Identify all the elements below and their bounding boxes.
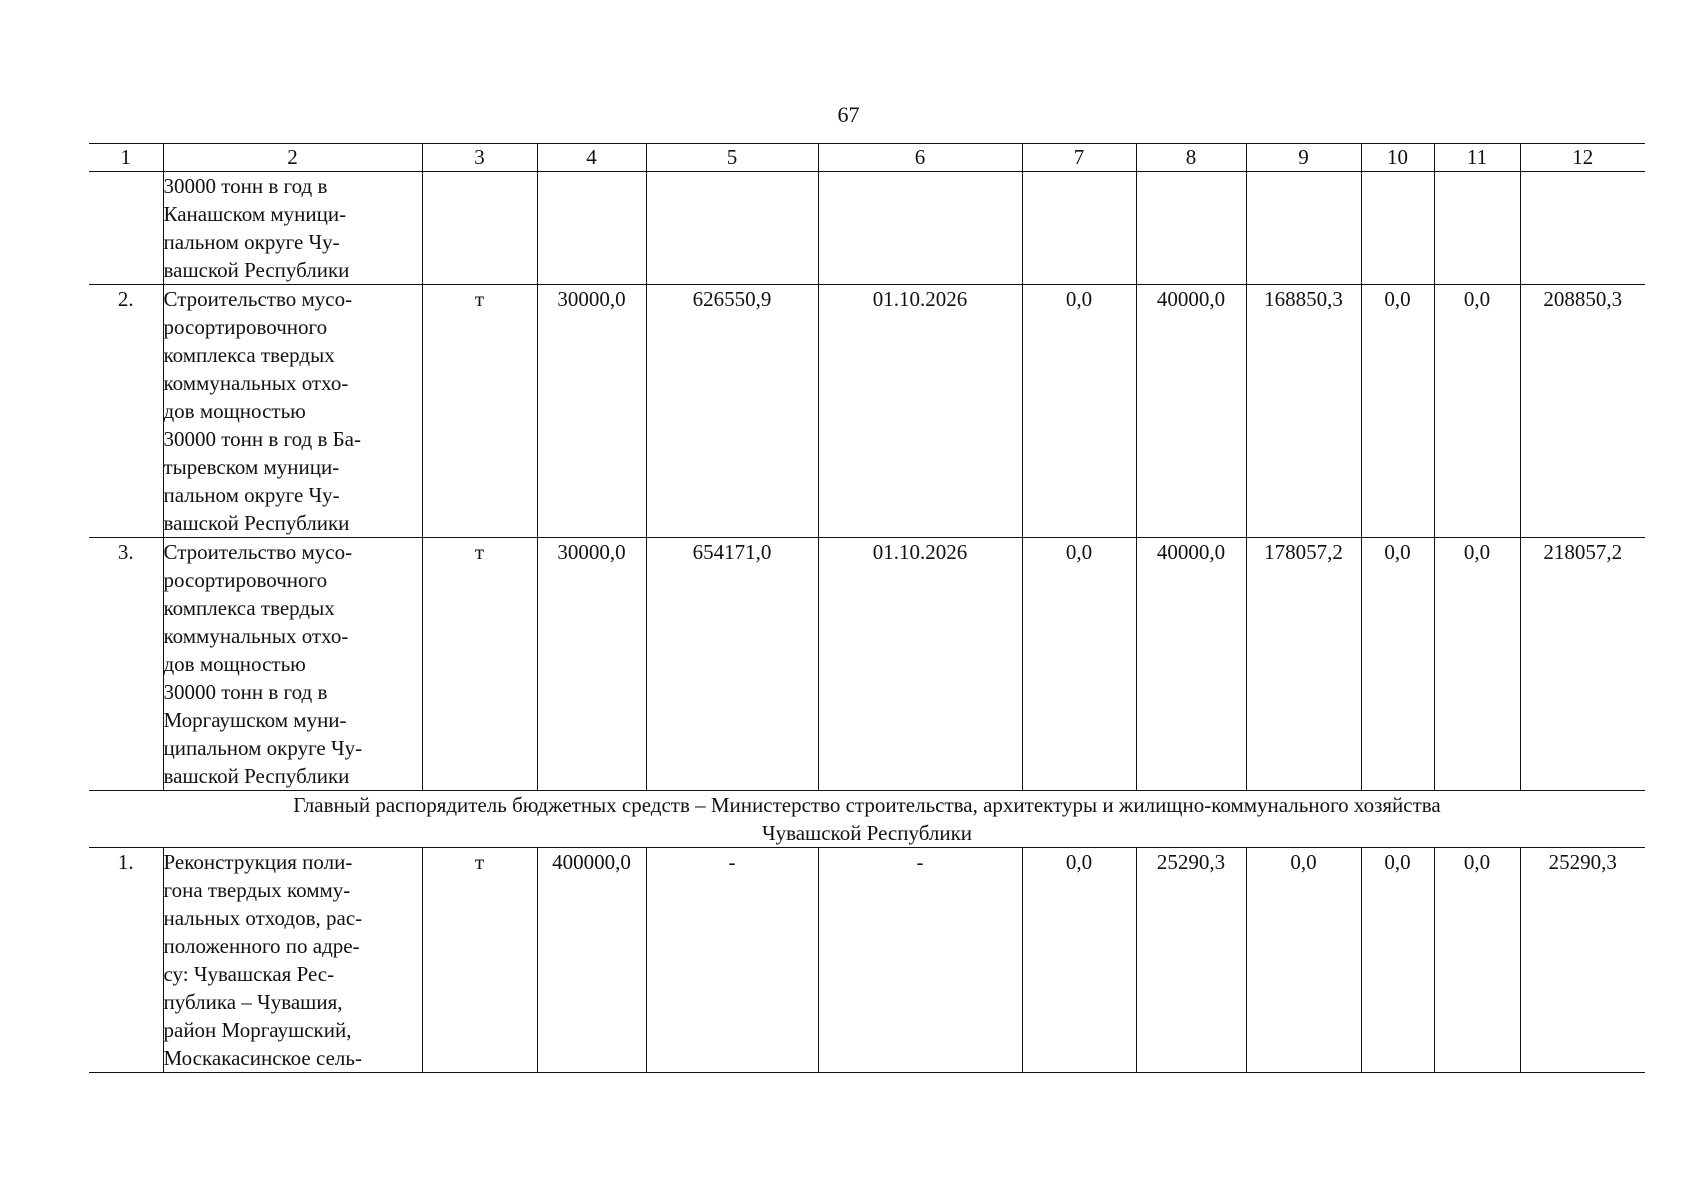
text-line: Моргаушском муни- <box>163 708 347 732</box>
unit-cell: т <box>422 285 537 538</box>
cell <box>1022 172 1136 285</box>
column-number: 8 <box>1136 144 1246 172</box>
unit-cell: т <box>422 848 537 1073</box>
capacity-cell: 400000,0 <box>537 848 646 1073</box>
date-cell: 01.10.2026 <box>818 538 1022 791</box>
text-line: росортировочного <box>163 568 328 592</box>
date-cell: - <box>818 848 1022 1073</box>
text-line: тыревском муници- <box>163 455 340 479</box>
value-cell-9: 168850,3 <box>1246 285 1361 538</box>
table-row <box>89 538 1645 791</box>
column-number: 1 <box>89 144 163 172</box>
value-cell-10: 0,0 <box>1361 538 1434 791</box>
value-cell-8: 40000,0 <box>1136 285 1246 538</box>
text-line: 30000 тонн в год в <box>163 680 328 704</box>
column-number: 11 <box>1434 144 1520 172</box>
column-number: 9 <box>1246 144 1361 172</box>
value-cell-12: 208850,3 <box>1520 285 1645 538</box>
value-cell-9: 0,0 <box>1246 848 1361 1073</box>
value-cell-12: 25290,3 <box>1520 848 1645 1073</box>
text-line: гона твердых комму- <box>163 878 351 902</box>
cell <box>1361 172 1434 285</box>
text-line: коммунальных отхо- <box>163 624 349 648</box>
row-number <box>89 172 163 285</box>
text-line: 30000 тонн в год в <box>163 174 328 198</box>
object-name <box>163 285 422 538</box>
column-number: 3 <box>422 144 537 172</box>
object-name <box>163 172 422 285</box>
value-cell-7: 0,0 <box>1022 848 1136 1073</box>
value-cell-7: 0,0 <box>1022 538 1136 791</box>
value-cell-11: 0,0 <box>1434 538 1520 791</box>
text-line: комплекса твердых <box>163 343 335 367</box>
text-line: Строительство мусо- <box>163 540 353 564</box>
cell <box>1136 172 1246 285</box>
capacity-cell: 30000,0 <box>537 285 646 538</box>
text-line: дов мощностью <box>163 399 306 423</box>
text-line: ципальном округе Чу- <box>163 736 363 760</box>
text-line: положенного по адре- <box>163 934 360 958</box>
text-line: Канашском муници- <box>163 202 347 226</box>
table-row-continuation <box>89 172 1645 285</box>
text-line: росортировочного <box>163 315 328 339</box>
cell <box>1246 172 1361 285</box>
cell <box>422 172 537 285</box>
column-number: 2 <box>163 144 422 172</box>
text-line: вашской Республики <box>163 764 350 788</box>
date-cell: 01.10.2026 <box>818 285 1022 538</box>
value-cell-9: 178057,2 <box>1246 538 1361 791</box>
section-heading-line: Чувашской Республики <box>761 821 973 845</box>
value-cell-10: 0,0 <box>1361 285 1434 538</box>
text-line: комплекса твердых <box>163 596 335 620</box>
text-line: нальных отходов, рас- <box>163 906 363 930</box>
value-cell-11: 0,0 <box>1434 848 1520 1073</box>
value-cell-8: 25290,3 <box>1136 848 1246 1073</box>
cell <box>537 172 646 285</box>
value-cell-8: 40000,0 <box>1136 538 1246 791</box>
cell <box>646 172 818 285</box>
text-line: вашской Республики <box>163 511 350 535</box>
column-number: 12 <box>1520 144 1645 172</box>
text-line: вашской Республики <box>163 258 350 282</box>
column-number: 5 <box>646 144 818 172</box>
row-number: 2. <box>89 285 163 538</box>
text-line: пальном округе Чу- <box>163 483 340 507</box>
text-line: Реконструкция поли- <box>163 850 353 874</box>
table-row <box>89 285 1645 538</box>
value-cell-12: 218057,2 <box>1520 538 1645 791</box>
value-cell-7: 0,0 <box>1022 285 1136 538</box>
section-heading <box>89 791 1645 848</box>
cell <box>1520 172 1645 285</box>
column-number: 4 <box>537 144 646 172</box>
column-number: 7 <box>1022 144 1136 172</box>
cost-cell: 626550,9 <box>646 285 818 538</box>
cell <box>1434 172 1520 285</box>
table-row <box>89 848 1645 1073</box>
text-line: Строительство мусо- <box>163 287 353 311</box>
text-line: публика – Чувашия, <box>163 990 343 1014</box>
cost-cell: 654171,0 <box>646 538 818 791</box>
cell <box>818 172 1022 285</box>
value-cell-11: 0,0 <box>1434 285 1520 538</box>
text-line: 30000 тонн в год в Ба- <box>163 427 362 451</box>
section-heading-row <box>89 791 1645 848</box>
cost-cell: - <box>646 848 818 1073</box>
budget-table <box>89 143 1645 1073</box>
object-name <box>163 848 422 1073</box>
text-line: Москакасинское сель- <box>163 1046 362 1070</box>
unit-cell: т <box>422 538 537 791</box>
capacity-cell: 30000,0 <box>537 538 646 791</box>
column-number: 10 <box>1361 144 1434 172</box>
page-number: 67 <box>837 102 860 127</box>
text-line: район Моргаушский, <box>163 1018 352 1042</box>
value-cell-10: 0,0 <box>1361 848 1434 1073</box>
column-number-row <box>89 144 1645 172</box>
row-number: 3. <box>89 538 163 791</box>
section-heading-line: Главный распорядитель бюджетных средств – Министерство строительства, архитектуры и жилищно-коммунального хозяйства <box>293 793 1441 817</box>
object-name <box>163 538 422 791</box>
text-line: пальном округе Чу- <box>163 230 340 254</box>
column-number: 6 <box>818 144 1022 172</box>
text-line: дов мощностью <box>163 652 306 676</box>
text-line: коммунальных отхо- <box>163 371 349 395</box>
text-line: су: Чувашская Рес- <box>163 962 335 986</box>
row-number: 1. <box>89 848 163 1073</box>
